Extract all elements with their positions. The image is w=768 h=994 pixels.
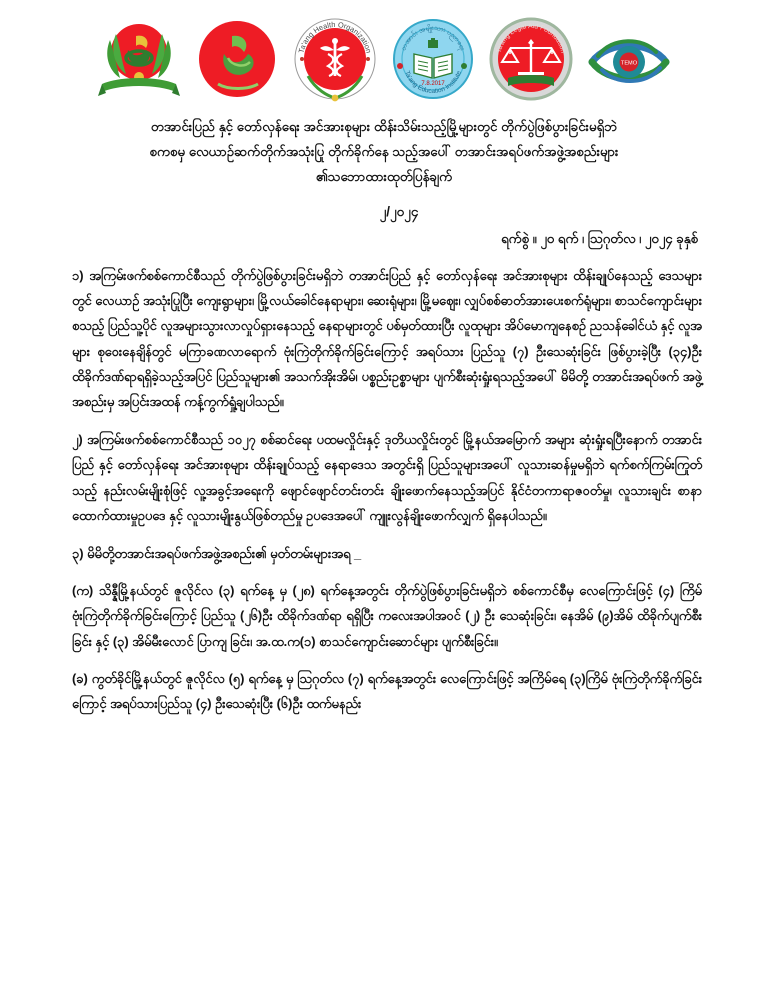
document-date: ရက်စွဲ ။ ၂၀ ရက် ၊ သြဂုတ်လ ၊ ၂၀၂၄ ခုနှစ်: [501, 231, 698, 246]
paragraph-1: ၁) အကြမ်းဖက်စစ်ကောင်စီသည် တိုက်ပွဲဖြစ်ပွားခြင်းမရှိဘဲ တအာင်းပြည် နှင့် တော်လှန်ရေး အင်အားစုများ ထိန်းချုပ်နေသည့် ဒေသများတွင် လေယာဉ် အသုံးပြုပြီး ကျေးရွာများ၊ မြို့လယ်ခေါင်နေရာများ၊ ဆေးရုံများ၊ မြို့မဈေး၊ လျှပ်စစ်ဓာတ်အားပေးစက်ရုံများ၊ စာသင်ကျောင်းများ စသည့် ပြည်သူ့ပိုင် လူအများသွားလာလှုပ်ရှားနေသည့် နေရာများတွင် ပစ်မှတ်ထားပြီး လူထုများ အိပ်မောကျနေစဉ် ညသန်ခေါင်ယံ နှင့် လူအများ စုဝေးနေချိန်တွင် မကြာခဏလာရောက် ဗုံးကြဲတိုက်ခိုက်ခြင်းကြောင့် အရပ်သား ပြည်သူ (၇) ဦးသေဆုံးခြင်း ဖြစ်ပွားခဲ့ပြီး (၃၄)ဦး ထိခိုက်ဒဏ်ရာရရှိခဲ့သည့်အပြင် ပြည်သူများ၏ အသက်အိုးအိမ်၊ ပစ္စည်းဥစ္စာများ ပျက်စီးဆုံးရှုံးရသည့်အပေါ် မိမိတို့ တအာင်းအရပ်ဖက် အဖွဲ့အစည်းမှ အပြင်းအထန် ကန့်ကွက်ရှုံ့ချပါသည်။: [72, 268, 702, 410]
paragraph-item-ka: (က) သိန္နီမြို့နယ်တွင် ဇူလိုင်လ (၃) ရက်နေ့ မှ (၂၈) ရက်နေ့အတွင်း တိုက်ပွဲဖြစ်ပွားခြင်းမရှိဘဲ စစ်ကောင်စီမှ လေကြောင်းဖြင့် (၄) ကြိမ် ဗုံးကြဲတိုက်ခိုက်ခြင်းကြောင့် ပြည်သူ (၂၆)ဦး ထိခိုက်ဒဏ်ရာ ရရှိပြီး ကလေးအပါအဝင် (၂) ဦး သေဆုံးခြင်း၊ နေအိမ် (၉)အိမ် ထိခိုက်ပျက်စီးခြင်း နှင့် (၃) အိမ်မီးလောင် ပြာကျ ခြင်း၊ အ.ထ.က(၁) စာသင်ကျောင်းဆောင်များ ပျက်စီးခြင်း။: [72, 583, 702, 649]
temo-eye-logo: [586, 14, 672, 104]
svg-text:7.8.2017: 7.8.2017: [421, 81, 445, 87]
palaung-state-liberation-front-seal: [194, 14, 280, 104]
paragraph-item-kha: (ခ) ကွတ်ခိုင်မြို့နယ်တွင် ဇူလိုင်လ (၅) ရက်နေ့ မှ သြဂုတ်လ (၇) ရက်နေ့အတွင်း လေကြောင်းဖြင့် အကြိမ်ရေ (၃)ကြိမ် ဗုံးကြဲတိုက်ခိုက်ခြင်းကြောင့် အရပ်သားပြည်သူ (၄) ဦးသေဆုံးပြီး (၆)ဦး ထက်မနည်း: [72, 670, 702, 712]
document-number: ၂/၂၀၂၄: [379, 204, 419, 219]
svg-text:Ta'ang Health Organization: Ta'ang Health Organization: [296, 19, 374, 54]
svg-text:Ta'ang Legal Aid Foundation: Ta'ang Legal Aid Foundation: [495, 22, 567, 54]
svg-text:တအာင်း အမျိုးသား ပညာရေး: တအာင်း အမျိုးသား ပညာရေး: [400, 24, 466, 52]
title-line-1: တအာင်းပြည် နှင့် တော်လှန်ရေး အင်အားစုများ ထိန်းသိမ်းသည့်မြို့များတွင် တိုက်ပွဲဖြစ်ပွားခြင်းမရှိဘဲ: [150, 119, 618, 134]
organization-logo-row: [0, 0, 768, 104]
taang-national-liberation-army-seal: [96, 14, 182, 104]
title-line-3: ၏သဘောထားထုတ်ပြန်ချက်: [315, 169, 453, 184]
taang-legal-aid-foundation-seal: [488, 14, 574, 104]
paragraph-3: ၃) မိမိတို့တအာင်းအရပ်ဖက်အဖွဲ့အစည်း၏ မှတ်တမ်းများအရ _: [72, 546, 362, 562]
title-line-2: စကစမှ လေယာဉ်ဆက်တိုက်အသုံးပြု တိုက်ခိုက်နေ သည့်အပေါ် တအာင်းအရပ်ဖက်အဖွဲ့အစည်းများ: [149, 144, 619, 159]
taang-health-organization-seal: [292, 14, 378, 104]
document-body: [0, 263, 768, 716]
taang-education-institute-seal: [390, 14, 476, 104]
paragraph-2: ၂) အကြမ်းဖက်စစ်ကောင်စီသည် ၁၀၂၇ စစ်ဆင်ရေး ပထမလှိုင်းနှင့် ဒုတိယလှိုင်းတွင် မြို့နယ်အမြောက် အများ ဆုံးရှုံးရပြီးနောက် တအာင်းပြည် နှင့် တော်လှန်ရေး အင်အားစုများ ထိန်းချုပ်သည့် နေရာဒေသ အတွင်းရှိ ပြည်သူများအပေါ် လူသားဆန်မှုမရှိဘဲ ရက်စက်ကြမ်းကြုတ်သည့် နည်းလမ်းမျိုးစုံဖြင့် လူ့အခွင့်အရေးကို ဖျောင်ဖျောင်တင်းတင်း ချိုးဖောက်နေသည့်အပြင် နိုင်ငံတကာရာဇဝတ်မှု၊ လူသားချင်း စာနာထောက်ထားမှုဥပဒေ နှင့် လူသားမျိုးနွယ်ဖြစ်တည်မှု ဥပဒေအပေါ် ကျူးလွန်ချိုးဖောက်လျှက် ရှိနေပါသည်။: [72, 432, 702, 523]
document-title: [0, 114, 768, 189]
svg-text:Ta'ang Education Institute: Ta'ang Education Institute: [403, 70, 463, 96]
svg-text:TEMO: TEMO: [620, 60, 638, 67]
